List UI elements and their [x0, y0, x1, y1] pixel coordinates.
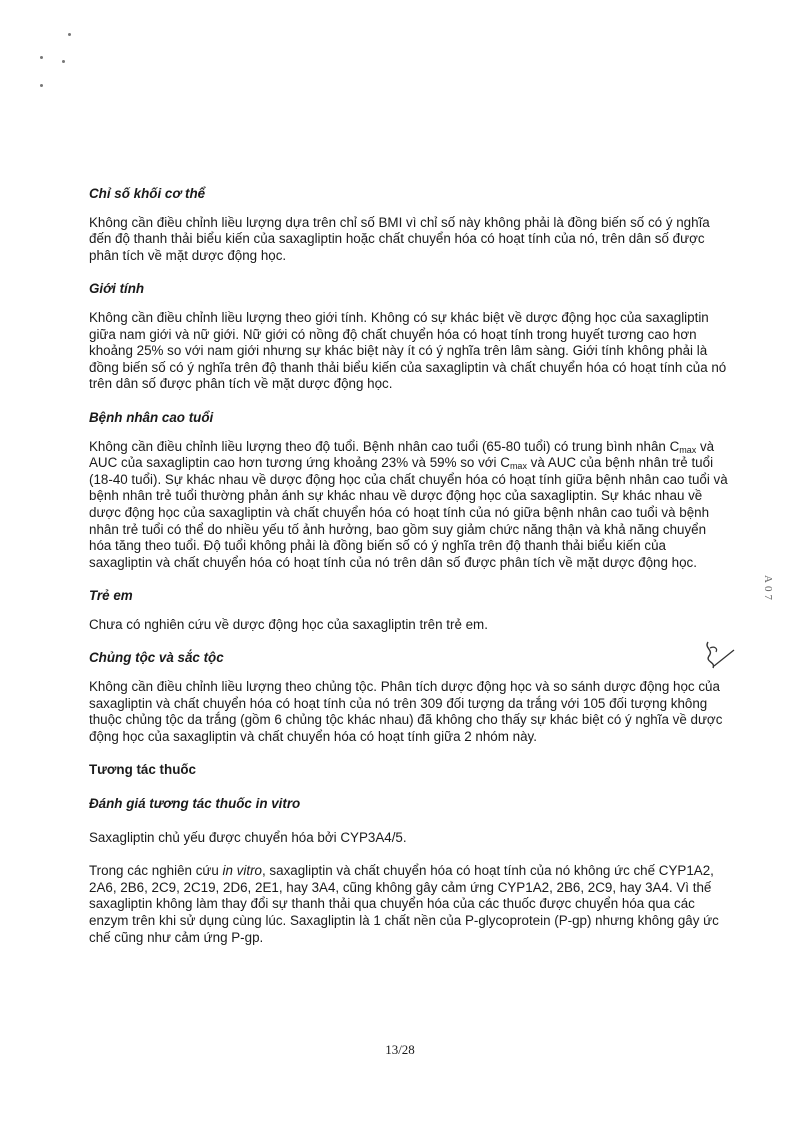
heading-in-vitro-italic: in vitro	[255, 796, 301, 812]
paragraph-in-vitro-italic: in vitro	[222, 863, 262, 879]
heading-gender: Giới tính	[89, 281, 145, 297]
heading-race: Chủng tộc và sắc tộc	[89, 650, 224, 666]
heading-elderly: Bệnh nhân cao tuổi	[89, 409, 214, 425]
handwritten-initial-icon	[700, 636, 740, 674]
heading-in-vitro-prefix: Đánh giá tương tác thuốc	[89, 796, 256, 812]
paragraph-in-vitro-part-2: , saxagliptin và chất chuyển hóa có hoạt tính của nó không ức chế CYP1A2, 2A6, 2B6, 2C9, 2C19, 2D6, 2E1, hay 3A4, cũng không gây cảm ứng CYP1A2, 2B6, 2C9, hay 3A4. Vì thế saxagliptin không làm thay đổi sự thanh thải qua chuyển hóa của các thuốc được chuyển hóa qua các enzym trên khi sử dụng cùng lúc. Saxagliptin là 1 chất nền của P-glycoprotein (P-gp) nhưng không gây ức chế cũng như cảm ứng P-gp.	[89, 863, 719, 945]
heading-in-vitro	[89, 796, 729, 813]
scan-speck	[62, 60, 65, 63]
paragraph-bmi: Không cần điều chỉnh liều lượng dựa trên chỉ số BMI vì chỉ số này không phải là đồng biến số có ý nghĩa đến độ thanh thải biểu kiến của saxagliptin hoặc chất chuyển hóa có hoạt tính của nó, trên dân số được phân tích về mặt dược động học.	[89, 214, 710, 263]
paragraph-in-vitro-part-1: Trong các nghiên cứu	[89, 863, 223, 879]
paragraph-elderly-part-1: Không cần điều chỉnh liều lượng theo độ tuổi. Bệnh nhân cao tuổi (65-80 tuổi) có trung bình nhân C	[89, 438, 680, 454]
heading-bmi: Chỉ số khối cơ thể	[89, 186, 206, 201]
paragraph-children: Chưa có nghiên cứu về dược động học của saxagliptin trên trẻ em.	[89, 616, 488, 632]
subscript-max: max	[679, 444, 697, 455]
paragraph-metabolism: Saxagliptin chủ yếu được chuyển hóa bởi CYP3A4/5.	[89, 829, 407, 845]
page-number: 13/28	[385, 1042, 415, 1057]
heading-interactions: Tương tác thuốc	[89, 762, 196, 778]
paragraph-in-vitro	[89, 863, 729, 946]
subscript-max: max	[509, 461, 527, 472]
margin-stamp: A07	[762, 575, 774, 603]
paragraph-elderly	[89, 439, 729, 572]
document-body	[89, 186, 729, 946]
heading-children: Trẻ em	[89, 588, 133, 604]
paragraph-elderly-part-3: và AUC của bệnh nhân trẻ tuổi (18-40 tuổi). Sự khác nhau về dược động học của chất chuyển hóa có hoạt tính giữa bệnh nhân cao tuổi và bệnh nhân trẻ tuổi thường phản ánh sự khác nhau về dược động học của saxagliptin. Sự khác nhau về dược động học của saxagliptin và chất chuyển hóa có hoạt tính của nó giữa bệnh nhân cao tuổi và bệnh nhân trẻ tuổi có thể do nhiều yếu tố ảnh hưởng, bao gồm suy giảm chức năng thận và khả năng chuyển hóa tăng theo tuổi. Độ tuổi không phải là đồng biến số có ý nghĩa trên độ thanh thải biểu kiến của saxagliptin và chất chuyển hóa có hoạt tính của nó trên dân số được phân tích về mặt dược động học.	[89, 455, 728, 570]
scan-speck	[40, 56, 43, 59]
paragraph-gender: Không cần điều chỉnh liều lượng theo giới tính. Không có sự khác biệt về dược động học của saxagliptin giữa nam giới và nữ giới. Nữ giới có nồng độ chất chuyển hóa có hoạt tính trong huyết tương cao hơn khoảng 25% so với nam giới nhưng sự khác biệt này ít có ý nghĩa trên lâm sàng. Giới tính không phải là đồng biến số có ý nghĩa trên độ thanh thải biểu kiến của saxagliptin và chất chuyển hóa có hoạt tính của nó trên dân số được phân tích về mặt dược động học.	[89, 309, 727, 392]
scan-speck	[68, 33, 71, 36]
scan-speck	[40, 84, 43, 87]
paragraph-race: Không cần điều chỉnh liều lượng theo chủng tộc. Phân tích dược động học và so sánh dược động học của saxagliptin và chất chuyển hóa có hoạt tính của nó trên 309 đối tượng da trắng với 105 đối tượng không thuộc chủng tộc da trắng (gồm 6 chủng tộc khác nhau) đã không cho thấy sự khác biệt có ý nghĩa về dược động học của saxagliptin và chất chuyển hóa có hoạt tính giữa 2 nhóm này.	[89, 679, 723, 744]
paragraph-elderly-part-2: và AUC của saxagliptin cao hơn tương ứng khoảng 23% và 59% so với C	[89, 438, 715, 471]
